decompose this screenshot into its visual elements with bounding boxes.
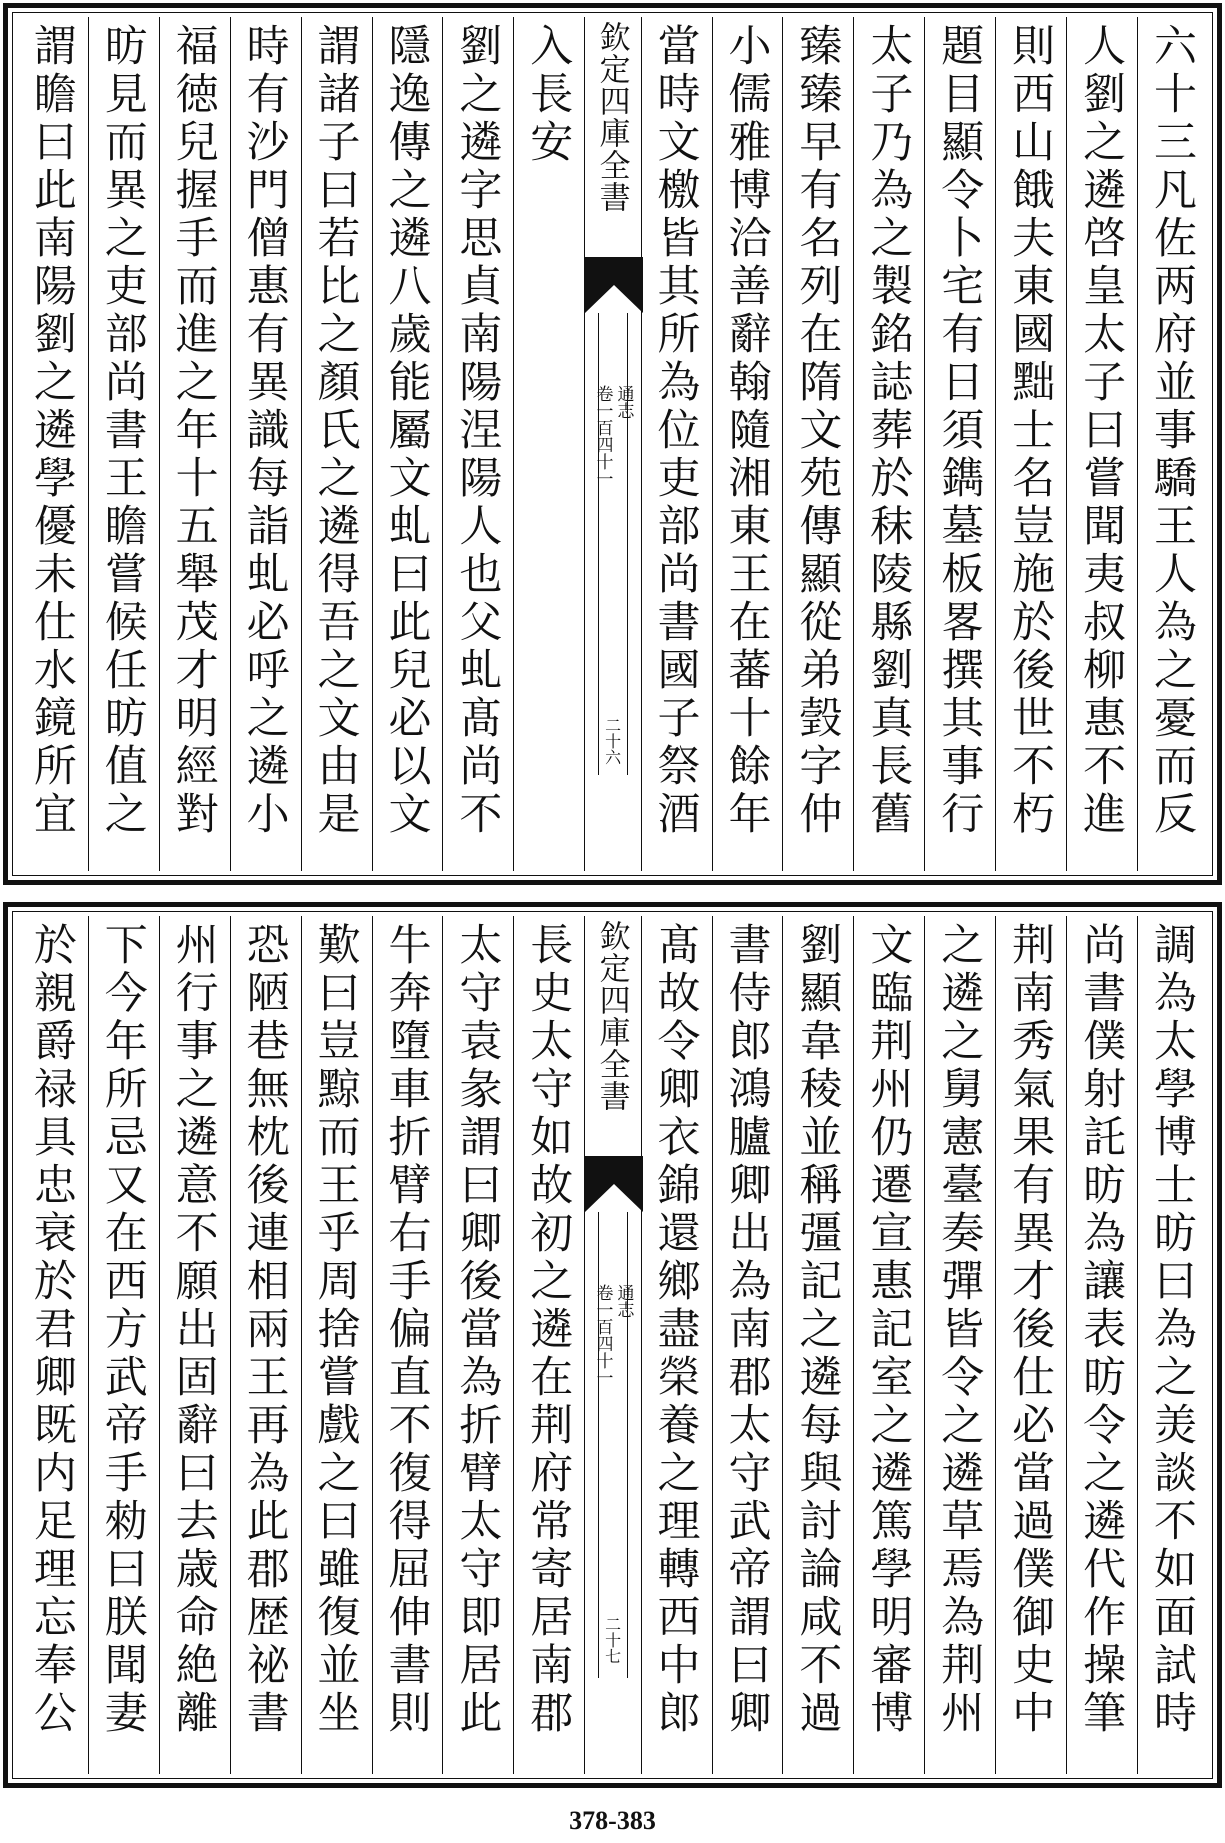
juan-label [585,385,640,487]
fish-tail-ornament-icon [585,1156,643,1226]
juan-number: 卷一百四十一 [592,1284,613,1386]
text-column: 髙故令卿衣錦還鄉盡榮養之理轉西中郎 [641,916,712,1774]
fold-rule [627,313,628,775]
top-page [3,3,1222,885]
text-column: 隱逸傳之遴八歲能屬文虬曰此兒必以文 [372,17,443,871]
text-column: 太子乃為之製銘誌葬於秣陵縣劉真長舊 [853,17,924,871]
juan-label [585,1284,640,1386]
text-column: 臻臻早有名列在隋文苑傳顯從弟瑴字仲 [782,17,853,871]
fold-rule [627,1212,628,1678]
text-column: 恐陋巷無枕後連相兩王再為此郡歴祕書 [230,916,301,1774]
juan-title: 通志 [613,385,634,419]
fold-rule [598,313,599,775]
fold-rule [598,1212,599,1678]
text-column: 尚書僕射託昉為讓表昉令之遴代作操筆 [1066,916,1137,1774]
bottom-page [3,902,1222,1788]
juan-number: 卷一百四十一 [592,385,613,487]
text-column: 調為太學博士昉曰為之羙談不如面試時 [1137,916,1208,1774]
text-column: 當時文檄皆其所為位吏部尚書國子祭酒 [641,17,712,871]
page-id: 378-383 [569,1806,656,1835]
text-column: 謂瞻曰此南陽劉之遴學優未仕水鏡所宜 [26,23,77,839]
text-column: 人劉之遴啓皇太子曰嘗聞夷叔柳惠不進 [1066,17,1137,871]
text-column: 州行事之遴意不願出固辭曰去歳命絶離 [159,916,230,1774]
text-column: 劉顯韋稜並稱彊記之遴每與討論咸不過 [782,916,853,1774]
text-column: 時有沙門僧惠有異識每詣虬必呼之遴小 [230,17,301,871]
text-column: 歎曰豈黥而王乎周捨嘗戲之曰雖復並坐 [301,916,372,1774]
center-fold [584,17,640,871]
text-column: 牛奔墮車折臂右手偏直不復得屈伸書則 [372,916,443,1774]
text-column: 昉見而異之吏部尚書王瞻嘗候任昉值之 [88,17,159,871]
text-column: 下今年所忌又在西方武帝手勑曰朕聞妻 [88,916,159,1774]
text-column: 則西山餓夫東國黜士名豈施於後世不朽 [995,17,1066,871]
book-title: 欽定四庫全書 [593,21,630,213]
text-column: 文臨荆州仍遷宣惠記室之遴篤學明審博 [853,916,924,1774]
juan-title: 通志 [613,1284,634,1318]
book-title: 欽定四庫全書 [593,920,630,1112]
folio-number: 二十七 [602,1616,622,1664]
text-column: 長史太守如故初之遴在荆府常寄居南郡 [513,916,584,1774]
text-column: 書侍郎鴻臚卿出為南郡太守武帝謂曰卿 [712,916,783,1774]
text-column: 題目顯令卜宅有日須鐫墓板畧撰其事行 [924,17,995,871]
text-column: 於親爵禄具忠衰於君卿既内足理忘奉公 [26,922,77,1738]
text-column: 福徳兒握手而進之年十五舉茂才明經對 [159,17,230,871]
text-column: 荆南秀氣果有異才後仕必當過僕御史中 [995,916,1066,1774]
text-column: 劉之遴字思貞南陽涅陽人也父虬髙尚不 [442,17,513,871]
folio-number: 二十六 [602,717,622,765]
text-column: 太守袁彖謂曰卿後當為折臂太守即居此 [442,916,513,1774]
center-fold [584,916,640,1774]
text-column: 小儒雅博洽善辭翰隨湘東王在蕃十餘年 [712,17,783,871]
fish-tail-ornament-icon [585,257,643,327]
text-column: 入長安 [513,17,584,871]
bottom-page-columns [17,916,1208,1774]
text-column: 六十三凡佐两府並事驕王人為之憂而反 [1137,17,1208,871]
top-page-columns [17,17,1208,871]
text-column: 謂諸子曰若比之顏氏之遴得吾之文由是 [301,17,372,871]
text-column: 之遴之舅憲臺奏彈皆令之遴草焉為荆州 [924,916,995,1774]
